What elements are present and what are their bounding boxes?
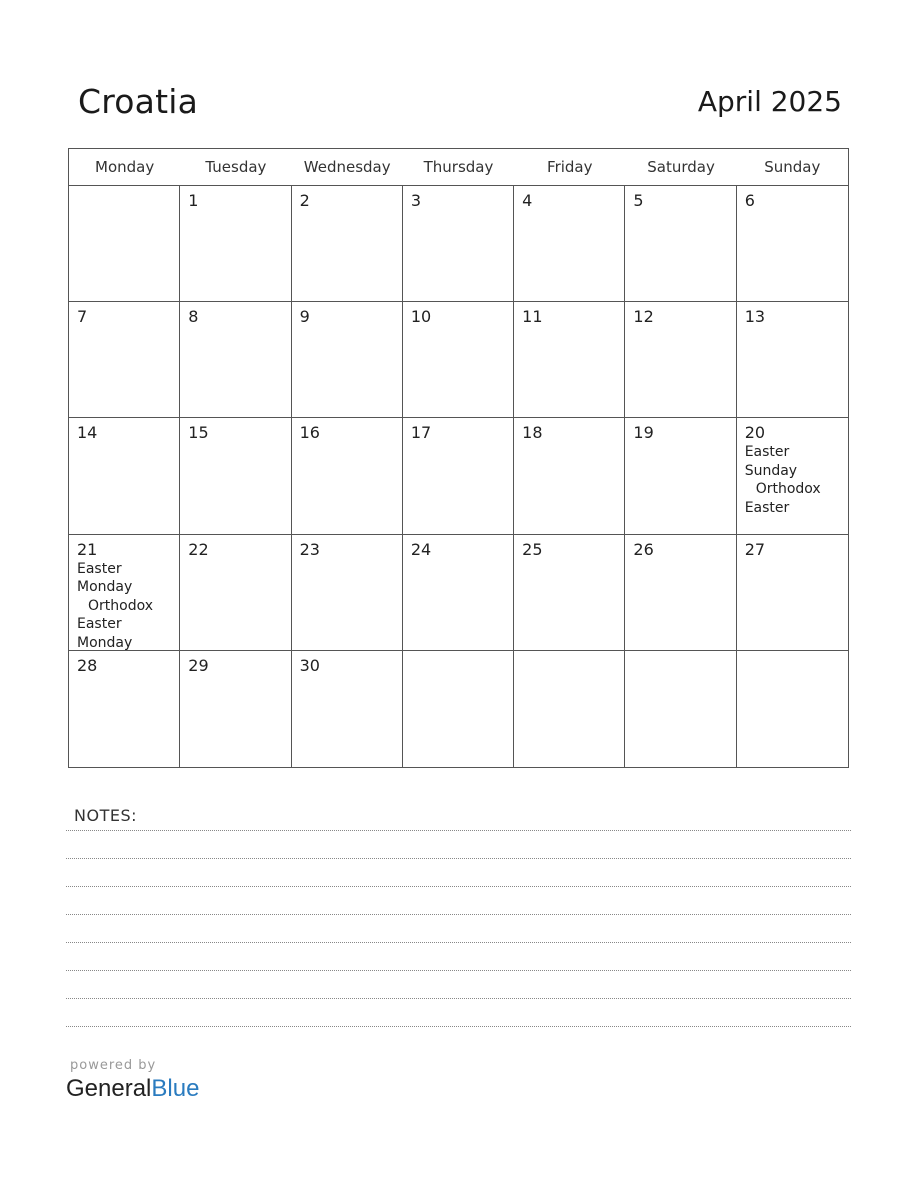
day-cell bbox=[69, 535, 180, 651]
day-cell bbox=[514, 302, 625, 418]
day-number: 24 bbox=[410, 539, 432, 559]
day-cell bbox=[403, 535, 514, 651]
day-number: 13 bbox=[744, 307, 766, 327]
day-cell bbox=[180, 186, 291, 302]
generalblue-logo bbox=[66, 1075, 199, 1103]
day-cell bbox=[625, 418, 736, 534]
note-line bbox=[66, 886, 851, 887]
note-line bbox=[66, 970, 851, 971]
weekday-label: Sunday bbox=[764, 158, 821, 176]
day-cell bbox=[180, 418, 291, 534]
note-line bbox=[66, 1026, 851, 1027]
country-title: Croatia bbox=[78, 82, 199, 121]
day-cell bbox=[292, 651, 403, 767]
weekday-label: Wednesday bbox=[303, 158, 391, 176]
holiday-label: Orthodox bbox=[88, 597, 154, 614]
weekday-label: Monday bbox=[95, 158, 155, 176]
day-cell bbox=[69, 302, 180, 418]
day-number: 6 bbox=[744, 191, 755, 210]
day-number: 17 bbox=[410, 423, 432, 443]
holiday-label: Sunday bbox=[744, 462, 798, 479]
weekday-label: Saturday bbox=[647, 158, 715, 176]
day-cell bbox=[180, 651, 291, 767]
weekday-label: Friday bbox=[547, 158, 593, 176]
day-number: 9 bbox=[299, 307, 310, 327]
day-cell bbox=[403, 418, 514, 534]
weekday-label: Thursday bbox=[423, 158, 494, 176]
holiday-label: Easter bbox=[77, 616, 122, 633]
note-line bbox=[66, 998, 851, 999]
day-cell bbox=[737, 302, 848, 418]
day-cell bbox=[403, 186, 514, 302]
day-grid bbox=[69, 186, 848, 767]
day-cell bbox=[625, 535, 736, 651]
day-cell bbox=[737, 535, 848, 651]
day-number: 22 bbox=[188, 539, 209, 559]
day-number: 5 bbox=[633, 191, 644, 210]
day-cell bbox=[292, 186, 403, 302]
day-cell bbox=[625, 186, 736, 302]
day-number: 1 bbox=[188, 191, 199, 210]
day-cell bbox=[737, 418, 848, 534]
notes-label: NOTES: bbox=[74, 806, 137, 825]
day-cell bbox=[737, 186, 848, 302]
note-line bbox=[66, 942, 851, 943]
day-cell bbox=[403, 302, 514, 418]
day-number: 29 bbox=[188, 655, 209, 675]
note-line bbox=[66, 914, 851, 915]
day-cell bbox=[69, 186, 180, 302]
day-cell bbox=[292, 418, 403, 534]
day-cell bbox=[292, 535, 403, 651]
day-number: 25 bbox=[522, 539, 543, 559]
day-cell bbox=[737, 651, 848, 767]
day-number: 14 bbox=[77, 423, 98, 443]
note-line bbox=[66, 830, 851, 831]
day-number: 19 bbox=[633, 423, 654, 443]
day-cell bbox=[292, 302, 403, 418]
day-number: 11 bbox=[522, 307, 543, 327]
day-cell bbox=[180, 535, 291, 651]
day-number: 2 bbox=[299, 191, 310, 210]
month-year-title: April 2025 bbox=[697, 85, 842, 118]
day-cell bbox=[69, 418, 180, 534]
brand-blue-text: Blue bbox=[151, 1075, 200, 1102]
weekday-header-row bbox=[69, 149, 848, 186]
holiday-label: Easter bbox=[744, 499, 790, 516]
holiday-label: Easter bbox=[744, 444, 790, 461]
day-number: 30 bbox=[299, 655, 320, 675]
day-number: 15 bbox=[188, 423, 209, 443]
day-number: 28 bbox=[77, 655, 98, 675]
weekday-label: Tuesday bbox=[205, 158, 267, 176]
day-cell bbox=[514, 186, 625, 302]
holiday-label: Orthodox bbox=[755, 481, 821, 498]
day-cell bbox=[514, 535, 625, 651]
day-cell bbox=[514, 418, 625, 534]
day-cell bbox=[625, 302, 736, 418]
day-cell bbox=[625, 651, 736, 767]
day-number: 21 bbox=[77, 539, 98, 559]
calendar-grid bbox=[68, 148, 849, 768]
day-number: 27 bbox=[744, 539, 766, 559]
holiday-label: Monday bbox=[77, 579, 133, 596]
note-line bbox=[66, 858, 851, 859]
day-number: 10 bbox=[410, 307, 432, 327]
day-cell bbox=[180, 302, 291, 418]
day-number: 8 bbox=[188, 307, 199, 327]
day-number: 12 bbox=[633, 307, 654, 327]
day-number: 20 bbox=[744, 423, 766, 443]
holiday-label: Easter bbox=[77, 560, 122, 577]
day-number: 18 bbox=[522, 423, 543, 443]
day-number: 23 bbox=[299, 539, 320, 559]
day-number: 7 bbox=[77, 307, 88, 327]
day-number: 16 bbox=[299, 423, 320, 443]
powered-by-text: powered by bbox=[70, 1058, 157, 1073]
day-number: 4 bbox=[522, 191, 533, 210]
holiday-label: Monday bbox=[77, 634, 133, 651]
day-cell bbox=[69, 651, 180, 767]
day-number: 26 bbox=[633, 539, 654, 559]
brand-general-text: General bbox=[66, 1075, 152, 1102]
day-cell bbox=[514, 651, 625, 767]
day-cell bbox=[403, 651, 514, 767]
day-number: 3 bbox=[410, 191, 422, 210]
